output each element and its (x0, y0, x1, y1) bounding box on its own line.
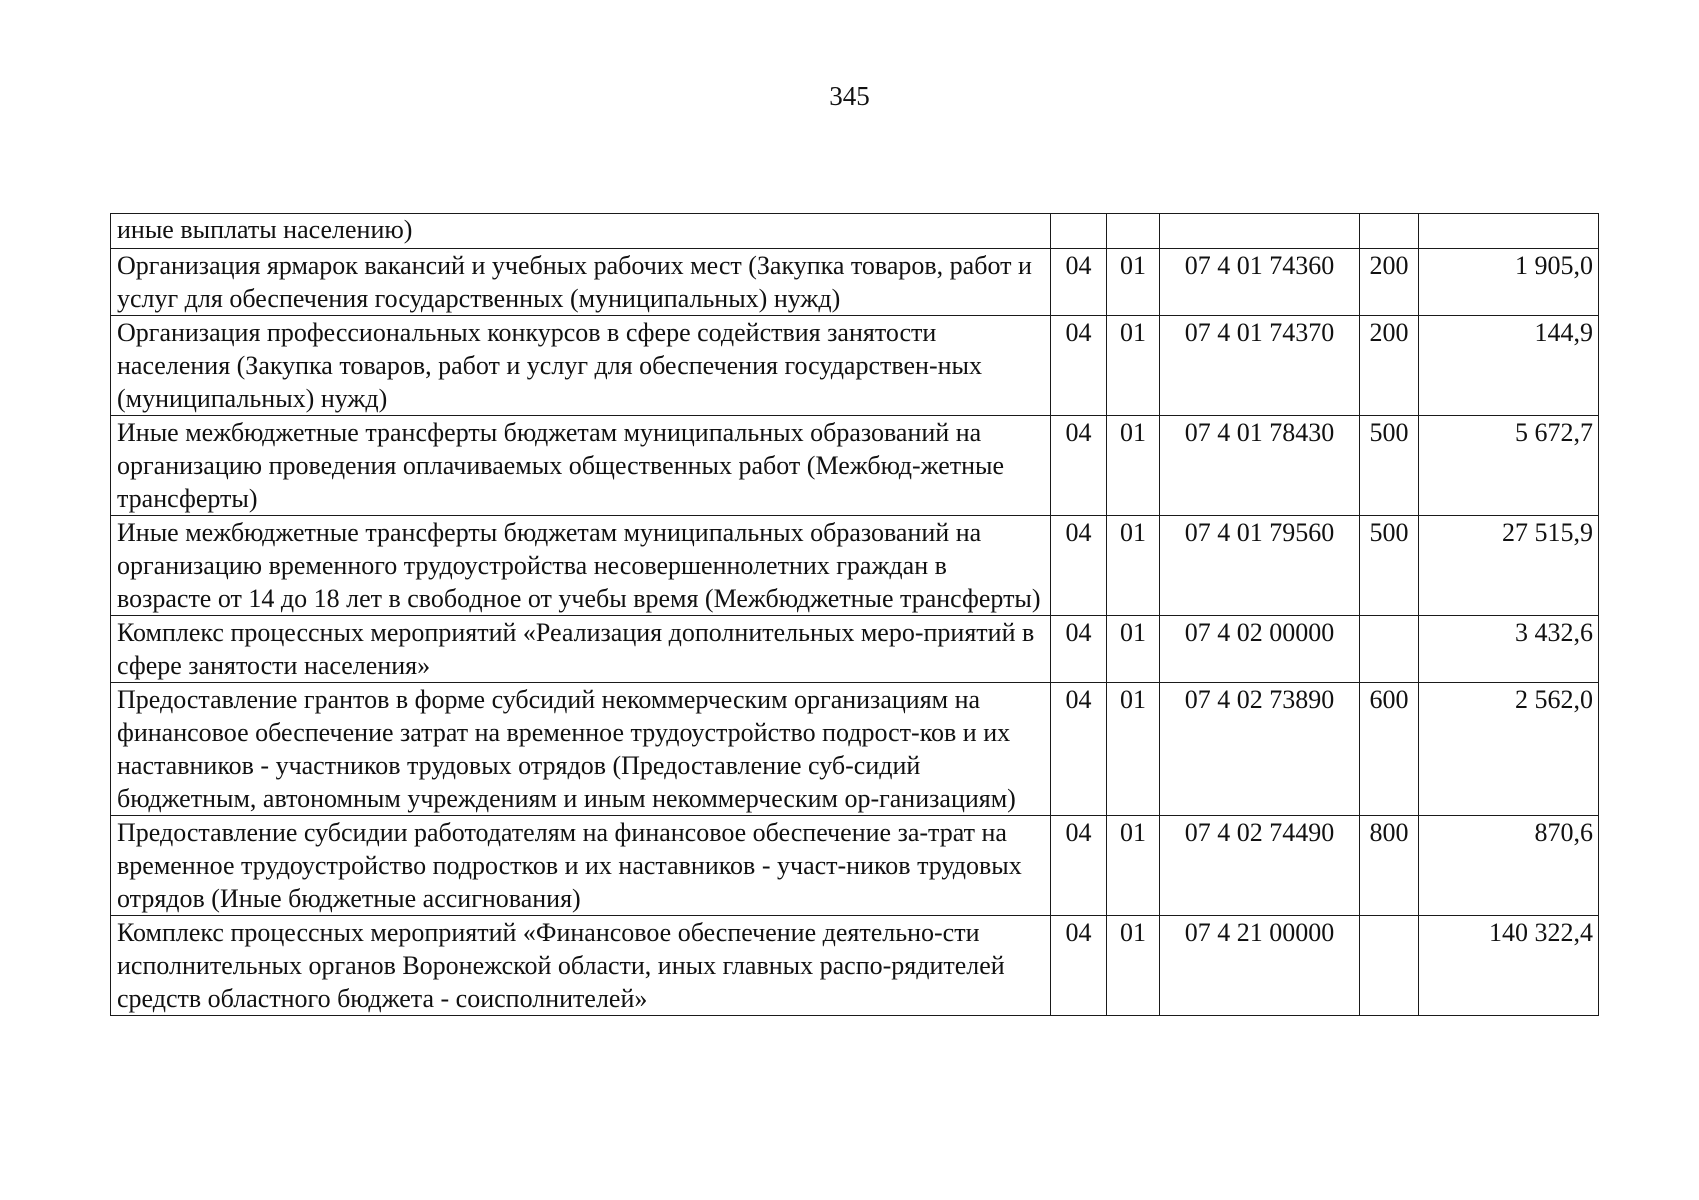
row-description: Предоставление грантов в форме субсидий некоммерческим организациям на финансовое обеспечение затрат на временное трудоустройство подрост-ков и их наставников - участников трудовых отрядов (Предоставление суб-сидий бюджетным, автономным учреждениям и иным некоммерческим ор-ганизациям) (111, 683, 1051, 816)
row-expense-type (1360, 214, 1419, 249)
row-subsection: 01 (1107, 516, 1160, 616)
row-section (1051, 214, 1107, 249)
table-row (111, 616, 1599, 683)
row-subsection: 01 (1107, 616, 1160, 683)
row-section: 04 (1051, 683, 1107, 816)
row-description: Иные межбюджетные трансферты бюджетам муниципальных образований на организацию проведения оплачиваемых общественных работ (Межбюд-жетные трансферты) (111, 416, 1051, 516)
row-expense-type: 500 (1360, 516, 1419, 616)
row-subsection: 01 (1107, 916, 1160, 1016)
row-target-article: 07 4 01 74360 (1160, 249, 1360, 316)
table-row (111, 416, 1599, 516)
row-description: Иные межбюджетные трансферты бюджетам муниципальных образований на организацию временного трудоустройства несовершеннолетних граждан в возрасте от 14 до 18 лет в свободное от учебы время (Межбюджетные трансферты) (111, 516, 1051, 616)
row-target-article: 07 4 01 78430 (1160, 416, 1360, 516)
row-amount: 870,6 (1419, 816, 1599, 916)
row-amount: 5 672,7 (1419, 416, 1599, 516)
table-row (111, 316, 1599, 416)
row-amount: 140 322,4 (1419, 916, 1599, 1016)
table-row (111, 516, 1599, 616)
row-target-article: 07 4 21 00000 (1160, 916, 1360, 1016)
row-section: 04 (1051, 916, 1107, 1016)
row-amount: 3 432,6 (1419, 616, 1599, 683)
row-expense-type: 500 (1360, 416, 1419, 516)
row-target-article (1160, 214, 1360, 249)
row-description: иные выплаты населению) (111, 214, 1051, 249)
row-subsection: 01 (1107, 683, 1160, 816)
row-target-article: 07 4 02 00000 (1160, 616, 1360, 683)
row-amount (1419, 214, 1599, 249)
table-row (111, 214, 1599, 249)
row-amount: 2 562,0 (1419, 683, 1599, 816)
table-row (111, 916, 1599, 1016)
budget-table (110, 213, 1599, 1016)
row-target-article: 07 4 01 74370 (1160, 316, 1360, 416)
row-expense-type: 200 (1360, 316, 1419, 416)
row-section: 04 (1051, 249, 1107, 316)
row-section: 04 (1051, 816, 1107, 916)
row-target-article: 07 4 01 79560 (1160, 516, 1360, 616)
row-expense-type (1360, 916, 1419, 1016)
row-section: 04 (1051, 616, 1107, 683)
row-subsection: 01 (1107, 316, 1160, 416)
row-target-article: 07 4 02 74490 (1160, 816, 1360, 916)
table-row (111, 816, 1599, 916)
row-section: 04 (1051, 416, 1107, 516)
row-target-article: 07 4 02 73890 (1160, 683, 1360, 816)
table-row (111, 683, 1599, 816)
row-subsection (1107, 214, 1160, 249)
row-expense-type (1360, 616, 1419, 683)
row-description: Организация профессиональных конкурсов в сфере содействия занятости населения (Закупка товаров, работ и услуг для обеспечения государствен-ных (муниципальных) нужд) (111, 316, 1051, 416)
row-expense-type: 800 (1360, 816, 1419, 916)
row-description: Организация ярмарок вакансий и учебных рабочих мест (Закупка товаров, работ и услуг для обеспечения государственных (муниципальных) нужд) (111, 249, 1051, 316)
page-number: 345 (829, 81, 870, 111)
row-subsection: 01 (1107, 249, 1160, 316)
row-expense-type: 600 (1360, 683, 1419, 816)
row-description: Комплекс процессных мероприятий «Реализация дополнительных меро-приятий в сфере занятости населения» (111, 616, 1051, 683)
row-section: 04 (1051, 516, 1107, 616)
row-expense-type: 200 (1360, 249, 1419, 316)
row-subsection: 01 (1107, 816, 1160, 916)
row-section: 04 (1051, 316, 1107, 416)
row-description: Предоставление субсидии работодателям на финансовое обеспечение за-трат на временное трудоустройство подростков и их наставников - участ-ников трудовых отрядов (Иные бюджетные ассигнования) (111, 816, 1051, 916)
row-amount: 144,9 (1419, 316, 1599, 416)
row-description: Комплекс процессных мероприятий «Финансовое обеспечение деятельно-сти исполнительных органов Воронежской области, иных главных распо-рядителей средств областного бюджета - соисполнителей» (111, 916, 1051, 1016)
table-row (111, 249, 1599, 316)
row-amount: 1 905,0 (1419, 249, 1599, 316)
row-subsection: 01 (1107, 416, 1160, 516)
row-amount: 27 515,9 (1419, 516, 1599, 616)
